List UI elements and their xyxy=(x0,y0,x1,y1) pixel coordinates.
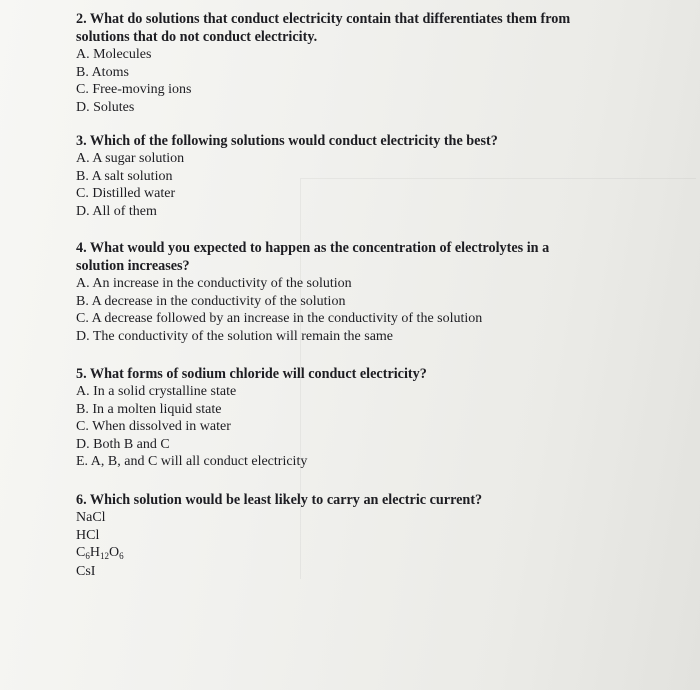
question-6 xyxy=(76,491,482,580)
question-4-title-line-2: solution increases? xyxy=(76,258,190,274)
glucose-c: C xyxy=(76,545,86,560)
glucose-h-subscript: 12 xyxy=(99,551,109,561)
question-3 xyxy=(76,132,498,220)
question-5-option-e: E. A, B, and C will all conduct electricity xyxy=(76,454,308,469)
question-3-option-a: A. A sugar solution xyxy=(76,151,185,166)
question-2-option-c: C. Free-moving ions xyxy=(76,82,192,97)
glucose-h: H xyxy=(89,545,100,560)
question-6-option-csi: CsI xyxy=(76,563,96,579)
question-5-option-b: B. In a molten liquid state xyxy=(76,401,222,417)
question-4 xyxy=(76,239,549,345)
question-4-option-b: B. A decrease in the conductivity of the solution xyxy=(76,293,346,309)
question-2-option-d: D. Solutes xyxy=(76,99,135,115)
question-2-title-line-1: 2. What do solutions that conduct electricity contain that differentiates them from xyxy=(76,11,571,27)
question-5-option-a: A. In a solid crystalline state xyxy=(76,384,237,399)
question-5-option-c: C. When dissolved in water xyxy=(76,419,231,434)
question-2-option-a: A. Molecules xyxy=(76,47,152,62)
question-4-option-d: D. The conductivity of the solution will remain the same xyxy=(76,328,394,344)
glucose-c-subscript: 6 xyxy=(85,551,90,561)
glucose-o: O xyxy=(108,545,120,560)
question-6-option-nacl: NaCl xyxy=(76,510,106,525)
question-6-title: 6. Which solution would be least likely to carry an electric current? xyxy=(76,492,483,508)
question-2-option-b: B. Atoms xyxy=(76,64,129,80)
question-3-option-b: B. A salt solution xyxy=(76,168,173,184)
question-4-option-c: C. A decrease followed by an increase in the conductivity of the solution xyxy=(76,311,483,326)
question-5-option-d: D. Both B and C xyxy=(76,436,170,452)
question-3-option-c: C. Distilled water xyxy=(76,186,176,201)
question-4-option-a: A. An increase in the conductivity of the solution xyxy=(76,276,352,291)
question-3-option-d: D. All of them xyxy=(76,203,157,219)
question-5-title: 5. What forms of sodium chloride will conduct electricity? xyxy=(76,366,427,382)
question-6-option-glucose xyxy=(76,544,482,563)
question-4-title-line-1: 4. What would you expected to happen as the concentration of electrolytes in a xyxy=(76,240,550,256)
question-5 xyxy=(76,365,427,471)
question-2-title-line-2: solutions that do not conduct electricity. xyxy=(76,29,318,45)
question-3-title: 3. Which of the following solutions would conduct electricity the best? xyxy=(76,133,498,149)
glucose-o-subscript: 6 xyxy=(119,551,124,561)
question-2 xyxy=(76,10,570,116)
question-6-option-hcl: HCl xyxy=(76,527,100,543)
